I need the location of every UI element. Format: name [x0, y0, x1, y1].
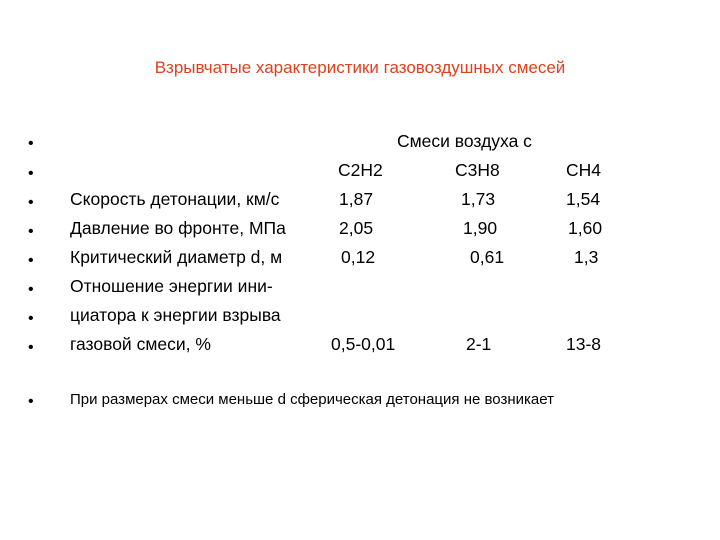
bullet-1: • [28, 135, 34, 152]
slide-title: Взрывчатые характеристики газовоздушных смесей [154, 58, 566, 77]
cell-ch4: 13-8 [566, 334, 602, 354]
cell-c2h2: 0,12 [341, 247, 376, 267]
cell-c3h8: 1,73 [461, 189, 496, 209]
cell-ch4: 1,3 [574, 247, 599, 267]
header-group: Смеси воздуха с [397, 131, 532, 151]
row-label-critical-diameter: Критический диаметр d, м [70, 247, 283, 267]
cell-c2h2: 2,05 [339, 218, 374, 238]
cell-c2h2: 1,87 [339, 189, 374, 209]
col-header-c2h2: C2H2 [338, 160, 383, 180]
footnote-text: При размерах смеси меньше d сферическая детонация не возникает [70, 391, 554, 408]
cell-c3h8: 0,61 [470, 247, 505, 267]
energy-label-line-1: Отношение энергии ини- [70, 276, 273, 296]
row-label-front-pressure: Давление во фронте, МПа [70, 218, 286, 238]
energy-label-line-3: газовой смеси, % [70, 334, 211, 354]
bullet-5: • [28, 252, 34, 269]
bullet-8: • [28, 339, 34, 356]
bullet-9: • [28, 393, 34, 410]
cell-c3h8: 2-1 [466, 334, 492, 354]
col-header-c3h8: C3H8 [455, 160, 500, 180]
bullet-6: • [28, 281, 34, 298]
energy-label-line-2: циатора к энергии взрыва [70, 305, 281, 325]
col-header-ch4: CH4 [566, 160, 602, 180]
cell-c3h8: 1,90 [463, 218, 498, 238]
bullet-3: • [28, 194, 34, 211]
bullet-2: • [28, 165, 34, 182]
row-label-detonation-speed: Скорость детонации, км/с [70, 189, 280, 209]
bullet-4: • [28, 223, 34, 240]
cell-ch4: 1,54 [566, 189, 601, 209]
bullet-7: • [28, 310, 34, 327]
cell-c2h2: 0,5-0,01 [331, 334, 396, 354]
cell-ch4: 1,60 [568, 218, 603, 238]
